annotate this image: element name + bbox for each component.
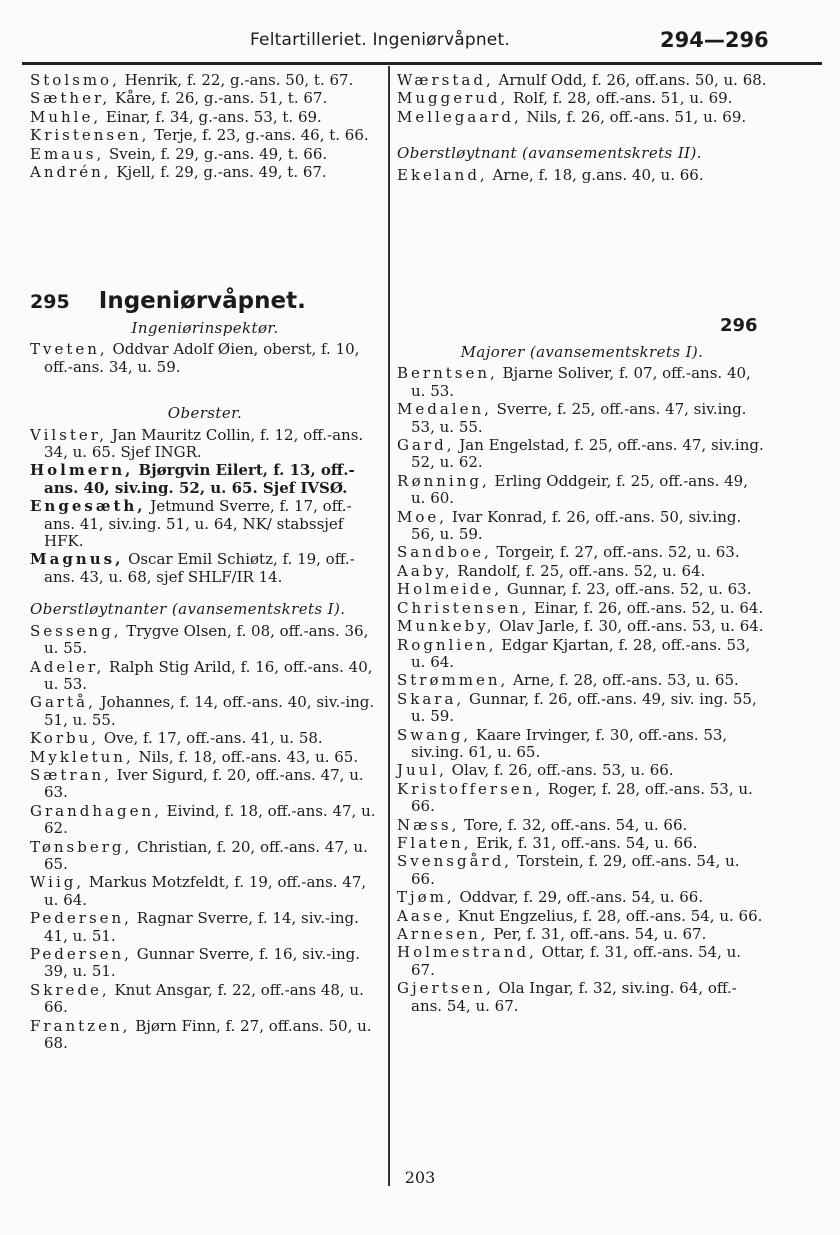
list-item: Sesseng, Trygve Olsen, f. 08, off.-ans. 36, u. 55. <box>30 621 369 658</box>
list-item: Gartå, Johannes, f. 14, off.-ans. 40, siv.-ing. 51, u. 55. <box>30 693 375 729</box>
list-item: Kristensen, Terje, f. 23, g.-ans. 46, t. 66. <box>30 126 369 145</box>
list-item: Flaten, Erik, f. 31, off.-ans. 54, u. 66. <box>397 833 698 852</box>
list-item: Juul, Olav, f. 26, off.-ans. 53, u. 66. <box>397 761 674 780</box>
list-item: Holmern, Bjørgvin Eilert, f. 13, off.-ans. 40, siv.ing. 52, u. 65. Sjef IVSØ. <box>30 461 355 497</box>
list-item: Christensen, Einar, f. 26, off.-ans. 52, u. 64. <box>397 598 764 617</box>
list-item: Engesæth, Jetmund Sverre, f. 17, off.-ans. 41, siv.ing. 51, u. 64, NK/ stabssjef HFK. <box>30 497 352 551</box>
list-item: Pedersen, Ragnar Sverre, f. 14, siv.-ing. 41, u. 51. <box>30 909 359 945</box>
list-item: Rognlien, Edgar Kjartan, f. 28, off.-ans. 53, u. 64. <box>397 635 751 671</box>
right-top-list <box>397 72 767 185</box>
section-title: Ingeniørvåpnet. <box>98 288 306 314</box>
list-item: Sandboe, Torgeir, f. 27, off.-ans. 52, u. 63. <box>397 543 740 562</box>
list-item: Ekeland, Arne, f. 18, g.ans. 40, u. 66. <box>397 165 704 184</box>
left-top-list <box>30 72 380 182</box>
list-item: Wærstad, Arnulf Odd, f. 26, off.ans. 50, u. 68. <box>397 71 767 89</box>
page-header <box>0 30 840 60</box>
subsection-heading: Oberstløytnant (avansementskrets II). <box>397 144 702 163</box>
list-item: Magnus, Oscar Emil Schiøtz, f. 19, off.-ans. 43, u. 68, sjef SHLF/IR 14. <box>30 550 355 586</box>
list-item: Emaus, Svein, f. 29, g.-ans. 49, t. 66. <box>30 144 328 163</box>
right-main-list <box>397 344 767 1016</box>
list-item: Stolsmo, Henrik, f. 22, g.-ans. 50, t. 67. <box>30 71 354 89</box>
section-range: 294—296 <box>660 28 769 52</box>
list-item: Tjøm, Oddvar, f. 29, off.-ans. 54, u. 66. <box>397 888 704 907</box>
list-item: Munkeby, Olav Jarle, f. 30, off.-ans. 53, u. 64. <box>397 617 764 636</box>
list-item: Skara, Gunnar, f. 26, off.-ans. 49, siv. ing. 55, u. 59. <box>397 689 757 726</box>
list-item: Swang, Kaare Irvinger, f. 30, off.-ans. 53, siv.ing. 61, u. 65. <box>397 725 728 761</box>
left-main-list <box>30 320 380 1053</box>
list-item: Tveten, Oddvar Adolf Øien, oberst, f. 10, off.-ans. 34, u. 59. <box>30 340 360 376</box>
list-item: Holmestrand, Ottar, f. 31, off.-ans. 54, u. 67. <box>397 943 742 979</box>
list-item: Gjertsen, Ola Ingar, f. 32, siv.ing. 64, off.-ans. 54, u. 67. <box>397 979 737 1015</box>
section-heading-295 <box>30 288 306 314</box>
list-item: Aaby, Randolf, f. 25, off.-ans. 52, u. 64. <box>397 561 706 580</box>
list-item: Arnesen, Per, f. 31, off.-ans. 54, u. 67. <box>397 925 707 943</box>
list-item: Vilster, Jan Mauritz Collin, f. 12, off.-ans. 34, u. 65. Sjef INGR. <box>30 425 364 462</box>
list-item: Næss, Tore, f. 32, off.-ans. 54, u. 66. <box>397 815 688 834</box>
list-item: Mellegaard, Nils, f. 26, off.-ans. 51, u. 69. <box>397 107 747 126</box>
list-item: Holmeide, Gunnar, f. 23, off.-ans. 52, u. 63. <box>397 580 752 599</box>
subsection-heading: Ingeniørinspektør. <box>131 319 279 337</box>
list-item: Pedersen, Gunnar Sverre, f. 16, siv.-ing. 39, u. 51. <box>30 945 360 981</box>
list-item: Tønsberg, Christian, f. 20, off.-ans. 47, u. 65. <box>30 837 368 873</box>
list-item: Grandhagen, Eivind, f. 18, off.-ans. 47, u. 62. <box>30 801 376 838</box>
list-item: Wiig, Markus Motzfeldt, f. 19, off.-ans. 47, u. 64. <box>30 873 367 909</box>
list-item: Rønning, Erling Oddgeir, f. 25, off.-ans. 49, u. 60. <box>397 471 748 508</box>
list-item: Mykletun, Nils, f. 18, off.-ans. 43, u. 65. <box>30 747 359 766</box>
list-item: Gard, Jan Engelstad, f. 25, off.-ans. 47, siv.ing. 52, u. 62. <box>397 436 764 472</box>
list-item: Sæther, Kåre, f. 26, g.-ans. 51, t. 67. <box>30 89 328 108</box>
list-item: Sætran, Iver Sigurd, f. 20, off.-ans. 47, u. 63. <box>30 765 364 802</box>
list-item: Muhle, Einar, f. 34, g.-ans. 53, t. 69. <box>30 107 322 126</box>
page-number: 203 <box>404 1168 436 1187</box>
list-item: Korbu, Ove, f. 17, off.-ans. 41, u. 58. <box>30 729 323 748</box>
section-marker-296: 296 <box>720 315 758 336</box>
column-divider <box>388 66 390 1186</box>
subsection-heading: Majorer (avansementskrets I). <box>460 343 704 361</box>
list-item: Aase, Knut Engzelius, f. 28, off.-ans. 54, u. 66. <box>397 906 763 925</box>
list-item: Kristoffersen, Roger, f. 28, off.-ans. 53, u. 66. <box>397 779 753 816</box>
list-item: Andrén, Kjell, f. 29, g.-ans. 49, t. 67. <box>30 163 327 182</box>
running-title: Feltartilleriet. Ingeniørvåpnet. <box>250 30 510 50</box>
list-item: Svensgård, Torstein, f. 29, off.-ans. 54, u. 66. <box>397 852 740 888</box>
subsection-heading: Oberster. <box>167 404 243 423</box>
list-item: Adeler, Ralph Stig Arild, f. 16, off.-ans. 40, u. 53. <box>30 657 373 693</box>
section-number: 295 <box>30 291 70 313</box>
list-item: Frantzen, Bjørn Finn, f. 27, off.ans. 50, u. 68. <box>30 1016 372 1053</box>
list-item: Muggerud, Rolf, f. 28, off.-ans. 51, u. 69. <box>397 89 733 108</box>
list-item: Moe, Ivar Konrad, f. 26, off.-ans. 50, siv.ing. 56, u. 59. <box>397 507 742 544</box>
list-item: Skrede, Knut Ansgar, f. 22, off.-ans 48, u. 66. <box>30 980 364 1017</box>
list-item: Berntsen, Bjarne Soliver, f. 07, off.-ans. 40, u. 53. <box>397 364 751 400</box>
header-rule <box>22 62 822 65</box>
list-item: Strømmen, Arne, f. 28, off.-ans. 53, u. 65. <box>397 671 739 690</box>
list-item: Medalen, Sverre, f. 25, off.-ans. 47, siv.ing. 53, u. 55. <box>397 400 747 436</box>
subsection-heading: Oberstløytnanter (avansementskrets I). <box>30 600 346 619</box>
